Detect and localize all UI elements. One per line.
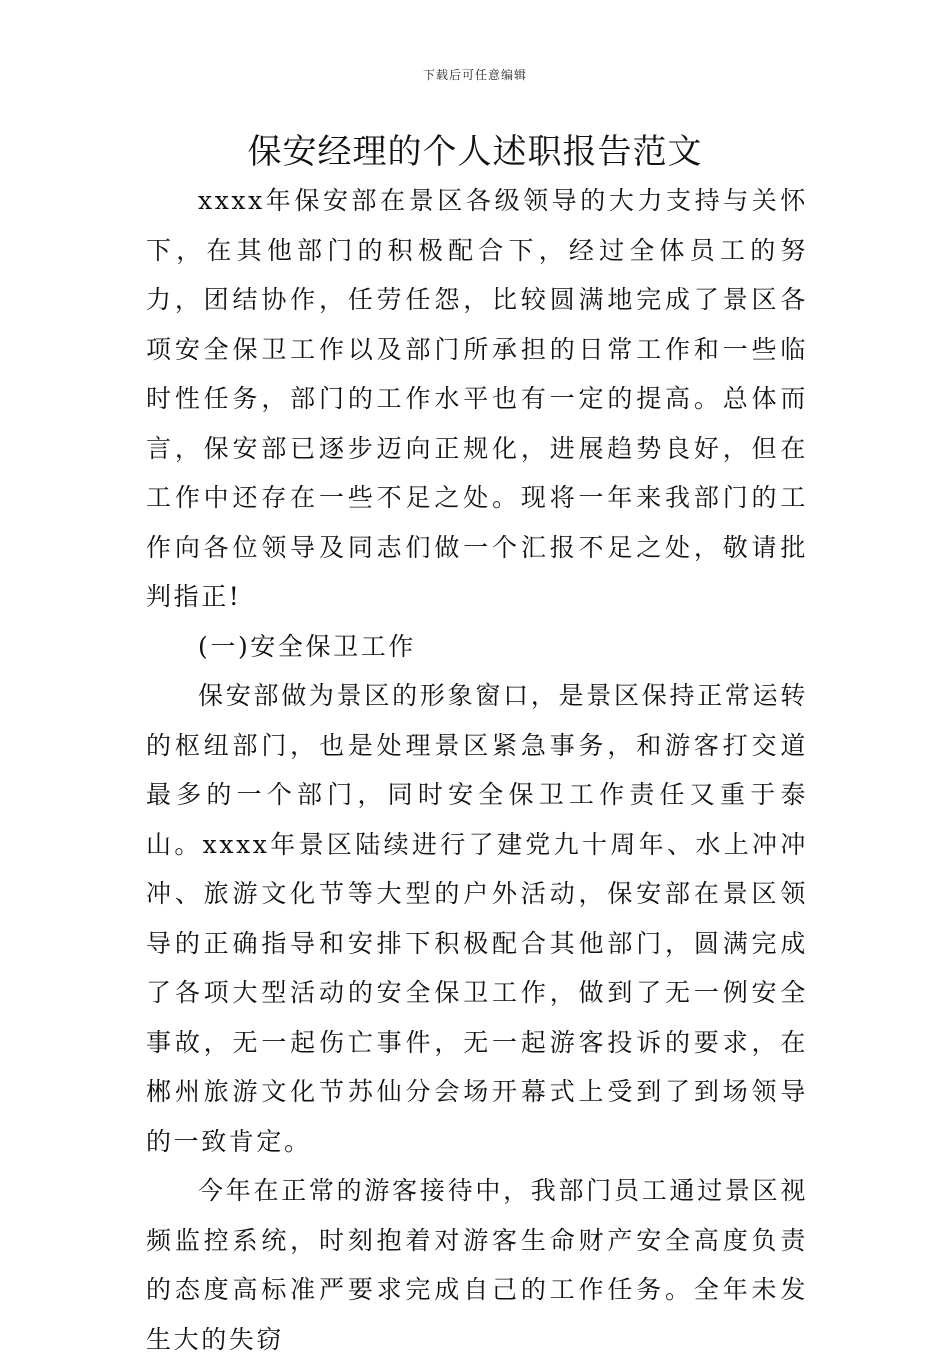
header-note: 下载后可任意编辑 bbox=[422, 68, 527, 82]
paragraph-intro: xxxx年保安部在景区各级领导的大力支持与关怀下，在其他部门的积极配合下，经过全体员工的努力，团结协作，任劳任怨，比较圆满地完成了景区各项安全保卫工作以及部门所承担的日常工作和一些临时性任务，部门的工作水平也有一定的提高。总体而言，保安部已逐步迈向正规化，进展趋势良好，但在工作中还存在一些不足之处。现将一年来我部门的工作向各位领导及同志们做一个汇报不足之处，敬请批判指正! bbox=[146, 186, 808, 611]
section-heading: (一)安全保卫工作 bbox=[198, 631, 416, 661]
page-title: 保安经理的个人述职报告范文 bbox=[247, 132, 703, 172]
paragraph-security: 保安部做为景区的形象窗口，是景区保持正常运转的枢纽部门，也是处理景区紧急事务，和游客打交道最多的一个部门，同时安全保卫工作责任又重于泰山。xxxx年景区陆续进行了建党九十周年、水上冲冲冲、旅游文化节等大型的户外活动，保安部在景区领导的正确指导和安排下积极配合其他部门，圆满完成了各项大型活动的安全保卫工作，做到了无一例安全事故，无一起伤亡事件，无一起游客投诉的要求，在郴州旅游文化节苏仙分会场开幕式上受到了到场领导的一致肯定。 bbox=[146, 681, 808, 1156]
document-body bbox=[146, 176, 808, 1364]
paragraph-reception: 今年在正常的游客接待中，我部门员工通过景区视频监控系统，时刻抱着对游客生命财产安全高度负责的态度高标准严要求完成自己的工作任务。全年未发生大的失窃 bbox=[146, 1176, 808, 1354]
